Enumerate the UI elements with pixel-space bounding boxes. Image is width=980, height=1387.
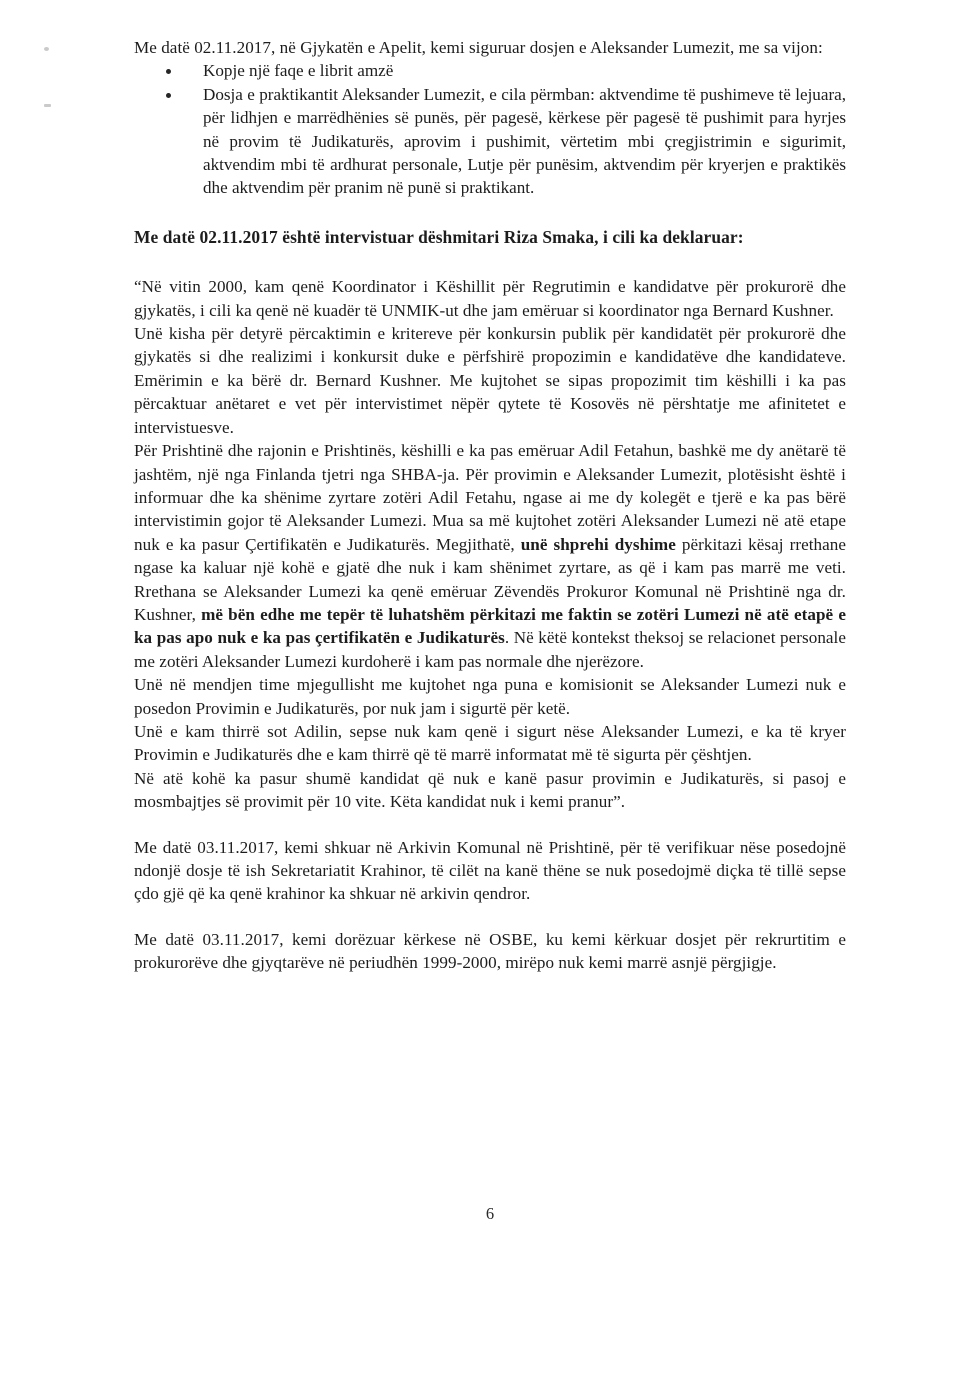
paragraph-testimony-3 [134,439,846,673]
scan-speck-icon [44,104,51,107]
list-item-text: Kopje një faqe e librit amzë [203,61,394,81]
document-body [134,36,846,975]
paragraph-testimony-5: Unë e kam thirrë sot Adilin, sepse nuk kam qenë i sigurt nëse Aleksander Lumezi, e ka të kryer Provimin e Judikaturës dhe e kam thirrë që të marrë informatat më të sigurta për çështjen. [134,721,846,765]
page-number: 6 [485,1204,495,1223]
spacer [134,814,846,836]
section-heading: Me datë 02.11.2017 është intervistuar dëshmitari Riza Smaka, i cili ka deklaruar: [134,226,744,247]
paragraph-testimony-2: Unë kisha për detyrë përcaktimin e kritereve për konkursin publik për kandidatët për prokurorë dhe gjykatës si dhe realizimi i konkursit duke e përfshirë propozimin e kandidatëve dhe kandidateve. Emërimin e ka bërë dr. Bernard Kushner. Me kujtohet se sipas propozimit tim këshilli i ka pas përcaktuar anëtaret e vet për intervistimet nëpër qytete të Kosovës në përshtatje me afinitetet e intervistuesve. [134,324,846,437]
testimony-3-emphasis-2: më bën edhe me tepër të luhatshëm përkitazi me faktin se zotëri Lumezi në atë etapë e ka pas apo nuk e ka pas çertifikatën e Judikaturës [134,604,846,648]
spacer [134,249,846,275]
paragraph-testimony-6: Në atë kohë ka pasur shumë kandidat që nuk e kanë pasur provimin e Judikaturës, si pasoj e mosmbajtjes së provimit për 10 vite. Këta kandidat nuk i kemi pranur”. [134,768,846,812]
list-item [166,59,846,82]
paragraph-testimony-1: “Në vitin 2000, kam qenë Koordinator i Këshillit për Regrutimin e kandidatve për prokurorë dhe gjykatës, i cili ka qenë në kuadër të UNMIK-ut dhe jam emëruar si koordinator nga Bernard Kushner. [134,277,846,320]
paragraph-osbe: Me datë 03.11.2017, kemi dorëzuar kërkese në OSBE, ku kemi kërkuar dosjet për rekrurtitim e prokurorëve dhe gjyqtarëve në periudhën 1999-2000, mirëpo nuk kemi marrë asnjë përgjigje. [134,929,846,973]
paragraph-intro: Me datë 02.11.2017, në Gjykatën e Apelit, kemi siguruar dosjen e Aleksander Lumezit, me sa vijon: [134,38,823,57]
spacer [134,200,846,226]
paragraph-testimony-4: Unë në mendjen time mjegullisht me kujtohet nga puna e komisionit se Aleksander Lumezi nuk e posedon Provimin e Judikaturës, por nuk jam i sigurtë për ketë. [134,675,846,718]
testimony-3-segment-3: . Në këtë kontekst theksoj se relacionet personale me zotëri Aleksander Lumezi kurdoherë i kam pas normale dhe njerëzore. [134,628,846,671]
list-item-text: Dosja e praktikantit Aleksander Lumezit, e cila përmban: aktvendime të pushimeve të lejuara, për lidhjen e marrëdhënies së punës, për pagesë, kërkese për pagesë të pushimit para hyrjes në provim të Judikaturës, aprovim i pushimit, vërtetim mbi çregjistrimin e sigurimit, aktvendim mbi të ardhurat personale, Lutje për punësim, aktvendim për kryerjen e praktikës dhe aktvendim për pranim në punë si praktikant. [203,84,846,198]
list-item [166,83,846,200]
evidence-list [134,59,846,199]
testimony-3-segment-2: përkitazi kësaj rrethane ngase ka kaluar një kohë e gjatë dhe nuk i kam shënimet zyrtare, as që i kam pas marrë me veti. Rrethana se Aleksander Lumezi ka qenë emëruar Zëvendës Prokuror Komunal në Prishtinë nga dr. Kushner, [134,534,846,624]
paragraph-archive: Me datë 03.11.2017, kemi shkuar në Arkivin Komunal në Prishtinë, për të verifikuar nëse posedojnë ndonjë dosje të ish Sekretariatit Krahinor, të cilët na kanë thëne se nuk posedojmë diçka të tillë sepse çdo gjë që ka qenë krahinor ka shkuar në arkivin qendror. [134,837,846,904]
spacer [134,906,846,928]
testimony-3-segment-1: Për Prishtinë dhe rajonin e Prishtinës, këshilli e ka pas emëruar Adil Fetahun, bashkë me dy anëtarë të jashtëm, një nga Finlanda tjetri nga SHBA-ja. Për provimin e Aleksander Lumezit, plotësisht është i informuar dhe ka shënime zyrtare zotëri Adil Fetahu, ngase ai me dy kolegët e tjerë e ka pas bërë intervistimin gojor të Aleksander Lumezi. Mua sa më kujtohet zotëri Aleksander Lumezi në atë etape nuk e ka pasur Çertifikatën e Judikaturës. Megjithatë, [134,441,846,554]
testimony-3-emphasis-1: unë shprehi dyshime [520,534,676,554]
scan-speck-icon [44,47,49,51]
